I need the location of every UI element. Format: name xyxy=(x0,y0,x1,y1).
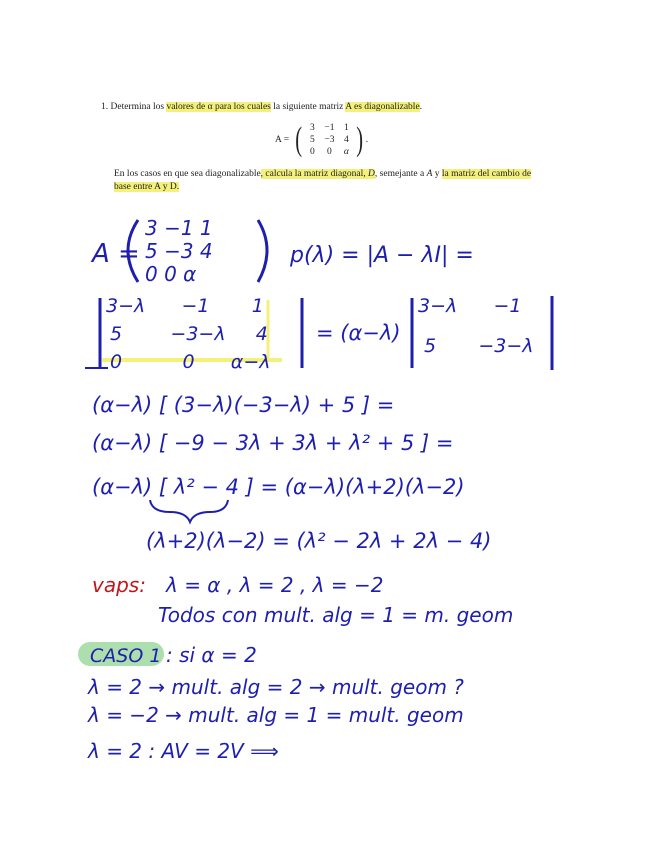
problem-number: 1. xyxy=(101,102,109,112)
left-paren: ( xyxy=(295,121,303,158)
hw-todos: Todos con mult. alg = 1 = m. geom xyxy=(158,603,514,627)
highlight-diagonalizable: A es diagonalizable xyxy=(345,102,420,112)
matrix-cell-1-0: 5 xyxy=(310,135,315,145)
hw-det2-r1: 3−λ −1 xyxy=(418,295,522,317)
hw-line13: λ = 2 : AV = 2V ⟹ xyxy=(88,739,279,763)
hw-poly: p(λ) = |A − λI| = xyxy=(290,243,474,268)
para-text-5: A xyxy=(426,169,433,179)
hw-caso-label: CASO 1 xyxy=(90,645,162,667)
hw-line4: (α−λ) [ (3−λ)(−3−λ) + 5 ] = xyxy=(92,393,395,417)
matrix-label: A = xyxy=(275,135,290,145)
matrix-cell-2-1: 0 xyxy=(327,147,332,157)
matrix-end: . xyxy=(365,135,369,145)
hw-caso: : si α = 2 xyxy=(166,643,257,667)
hw-line7: (λ+2)(λ−2) = (λ² − 2λ + 2λ − 4) xyxy=(146,529,492,553)
hw-m-r1: 3 −1 1 xyxy=(145,216,213,240)
highlight-calcula: , calcula la matriz diagonal, xyxy=(260,169,369,179)
matrix-cell-0-2: 1 xyxy=(344,123,349,133)
hw-vaps: λ = α , λ = 2 , λ = −2 xyxy=(166,573,384,597)
problem-text-5: . xyxy=(419,102,423,112)
matrix-cell-1-1: −3 xyxy=(324,135,335,145)
hw-m-r2: 5 −3 4 xyxy=(145,239,213,263)
matrix-cell-0-1: −1 xyxy=(324,123,335,133)
hw-a-eq: A = xyxy=(92,239,140,269)
right-paren: ) xyxy=(356,121,364,158)
hw-line11: λ = 2 → mult. alg = 2 → mult. geom ? xyxy=(88,675,464,699)
para-text-1: En los casos en que sea diagonalizable xyxy=(114,169,261,179)
hw-det-eq: = (α−λ) xyxy=(316,321,401,345)
problem-text-1: Determina los xyxy=(110,102,167,112)
matrix-cell-1-2: 4 xyxy=(344,135,349,145)
para-text-4: , semejante a xyxy=(374,169,427,179)
hw-line12: λ = −2 → mult. alg = 1 = mult. geom xyxy=(88,703,464,727)
hw-line5: (α−λ) [ −9 − 3λ + 3λ + λ² + 5 ] = xyxy=(92,431,454,455)
highlight-d: D xyxy=(368,169,375,179)
highlight-cambio-base: la matriz del cambio de base entre A y D. xyxy=(114,169,532,192)
problem-text-3: la siguiente matriz xyxy=(270,102,346,112)
hw-line6: (α−λ) [ λ² − 4 ] = (α−λ)(λ+2)(λ−2) xyxy=(92,475,465,499)
hw-m-r3: 0 0 α xyxy=(145,262,197,286)
matrix-cell-2-0: 0 xyxy=(310,147,315,157)
matrix-cell-2-2: α xyxy=(343,147,349,157)
hw-det-r2: 5 −3−λ 4 xyxy=(110,323,268,345)
highlight-values-alpha: valores de α para los cuales xyxy=(166,102,271,112)
hw-det-r3: 0 0 α−λ xyxy=(110,351,271,373)
hw-det2-r2: 5 −3−λ xyxy=(424,335,534,357)
para-text-6: y xyxy=(432,169,442,179)
hw-vaps-label: vaps: xyxy=(92,573,146,597)
matrix-cell-0-0: 3 xyxy=(310,123,315,133)
hw-det-r1: 3−λ −1 1 xyxy=(106,295,264,317)
